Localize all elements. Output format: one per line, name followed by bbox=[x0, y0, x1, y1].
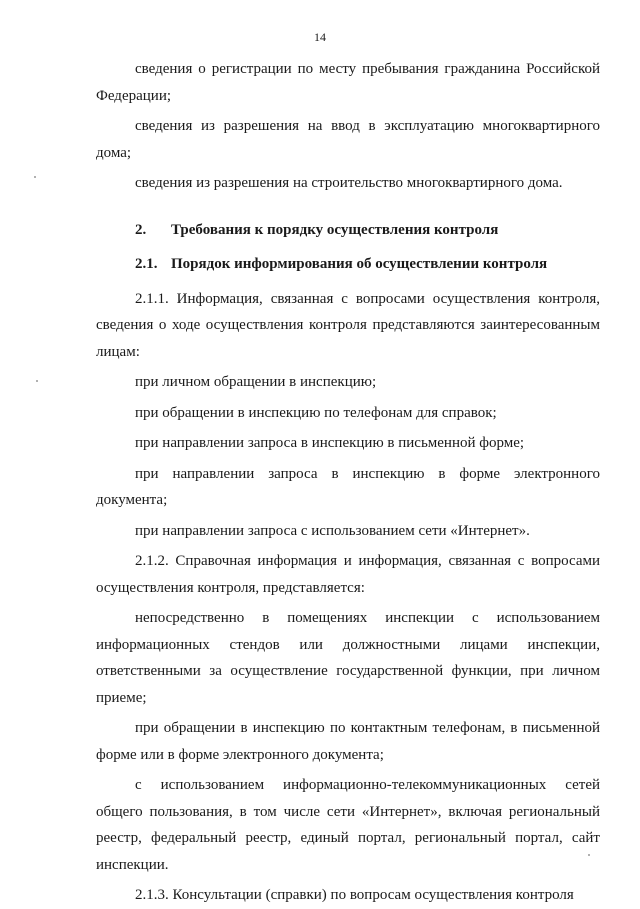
paragraph: 2.1.3. Консультации (справки) по вопросам осуществления контроля bbox=[135, 887, 574, 903]
subsection-number: 2.1. bbox=[135, 256, 158, 272]
section-title: Требования к порядку осуществления контроля bbox=[171, 221, 499, 238]
paragraph: с использованием информационно-телекоммуникационных сетей общего пользования, в том числе сети «Интернет», включая региональный реестр, федеральный реестр, единый портал, региональный портал, сайт инспекции. bbox=[96, 777, 600, 873]
paragraph: при обращении в инспекцию по контактным телефонам, в письменной форме или в форме электронного документа; bbox=[96, 720, 600, 763]
paragraph: при обращении в инспекцию по телефонам для справок; bbox=[135, 404, 497, 421]
scan-artifact bbox=[36, 380, 38, 382]
paragraph: при направлении запроса в инспекцию в форме электронного документа; bbox=[96, 465, 600, 508]
paragraph: непосредственно в помещениях инспекции с использованием информационных стендов или должностными лицами инспекции, ответственными за осуществление государственной функции, при личном приеме; bbox=[96, 610, 600, 706]
subsection-title: Порядок информирования об осуществлении контроля bbox=[171, 256, 548, 272]
paragraph: при направлении запроса в инспекцию в письменной форме; bbox=[135, 435, 525, 451]
page-number: 14 bbox=[314, 30, 326, 44]
paragraph: при направлении запроса с использованием сети «Интернет». bbox=[135, 522, 530, 539]
section-number: 2. bbox=[135, 221, 147, 238]
paragraph: 2.1.1. Информация, связанная с вопросами осуществления контроля, сведения о ходе осуществления контроля представляются заинтересованным лицам: bbox=[96, 290, 600, 360]
paragraph: 2.1.2. Справочная информация и информация, связанная с вопросами осуществления контроля, представляется: bbox=[96, 553, 600, 596]
paragraph: при личном обращении в инспекцию; bbox=[135, 374, 377, 390]
paragraph: сведения из разрешения на строительство многоквартирного дома. bbox=[135, 175, 563, 191]
page-content bbox=[96, 56, 600, 909]
paragraph: сведения о регистрации по месту пребывания гражданина Российской Федерации; bbox=[96, 61, 600, 104]
section-heading bbox=[96, 217, 600, 244]
subsection-heading bbox=[96, 251, 600, 278]
paragraph: сведения из разрешения на ввод в эксплуатацию многоквартирного дома; bbox=[96, 118, 600, 161]
scan-artifact bbox=[588, 854, 590, 856]
scan-artifact bbox=[34, 176, 36, 178]
